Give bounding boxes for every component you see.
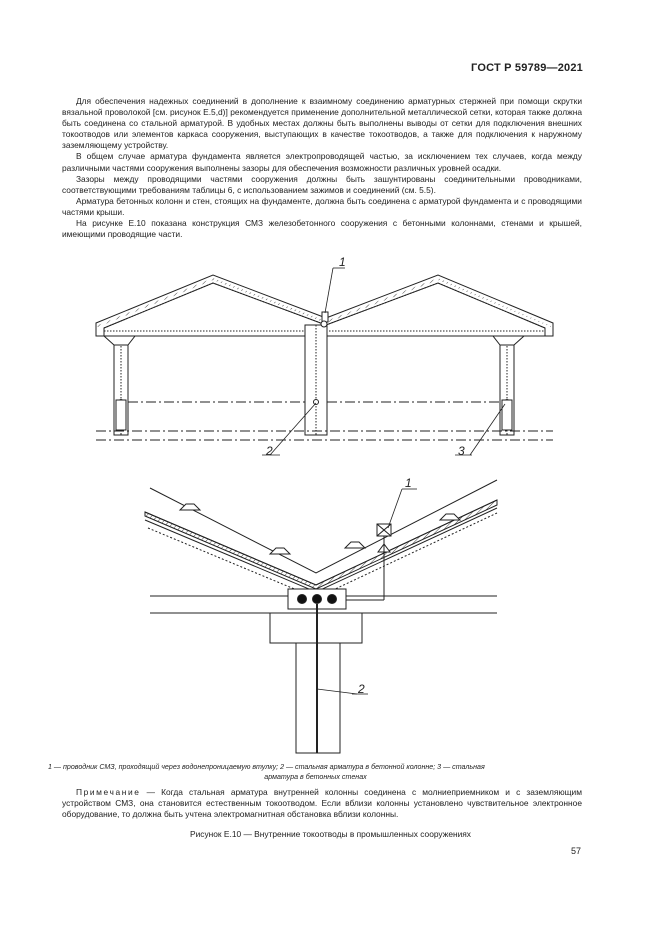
note-text: — Когда стальная арматура внутренней колонны соединена с молниеприемником и с заземляющим устройством СМЗ, она становится естественным токоотводом. Если вблизи колонны установлено чувствительное электронное оборудование, то должна быть учтена электромагнитная обстановка вблизи колонны. <box>62 787 582 820</box>
paragraph: На рисунке Е.10 показана конструкция СМЗ железобетонного сооружения с бетонными колоннами, стенами и крышей, имеющими проводящие части. <box>62 218 582 240</box>
figure-title: Рисунок Е.10 — Внутренние токоотводы в промышленных сооружениях <box>190 829 471 839</box>
building-section <box>96 275 553 440</box>
callout-2-bottom: 2 <box>358 682 365 696</box>
legend-line: 1 — проводник СМЗ, проходящий через водонепроницаемую втулку; 2 — стальная арматура в бетонной колонне; 3 — стальная <box>48 763 485 771</box>
roof-valley-detail <box>145 480 497 753</box>
page-number: 57 <box>570 846 581 856</box>
figure-note <box>62 787 582 820</box>
paragraph: Зазоры между проводящими частями сооружения должны быть зашунтированы соединительными проводниками, соответствующими требованиям таблицы 6, с использованием зажимов и соединений (см. 5.5). <box>62 173 582 195</box>
legend-line: арматура в бетонных стенах <box>264 772 367 781</box>
note-label: Примечание <box>76 787 141 797</box>
paragraph: Для обеспечения надежных соединений в дополнение к взаимному соединению арматурных стержней при помощи скрутки вязальной проволокой [см. рисунок Е.5,d)] рекомендуется применение дополнительной металлической сетки, которая также должна быть соединена со стальной арматурой. В удобных местах должны быть выполнены выводы от сетки для подключения внешних токоотводов или элементов каркаса сооружения, выступающих в качестве токоотводов, а также для подключения к наружному заземляющему устройству. <box>62 96 582 151</box>
callout-1-bottom: 1 <box>405 476 412 490</box>
paragraph: В общем случае арматура фундамента является электропроводящей частью, за исключением тех случаев, когда между различными частями сооружения выполнены зазоры для обеспечения возможности различных уровней осадки. <box>62 151 582 173</box>
callout-2-top: 2 <box>266 444 273 458</box>
figure-legend <box>48 763 583 782</box>
standard-header: ГОСТ Р 59789—2021 <box>471 62 583 74</box>
callout-3-top: 3 <box>458 444 465 458</box>
paragraph: Арматура бетонных колонн и стен, стоящих на фундаменте, должна быть соединена с арматурой фундамента и с проводящими частями крыши. <box>62 195 582 217</box>
callout-1-top: 1 <box>339 255 346 269</box>
